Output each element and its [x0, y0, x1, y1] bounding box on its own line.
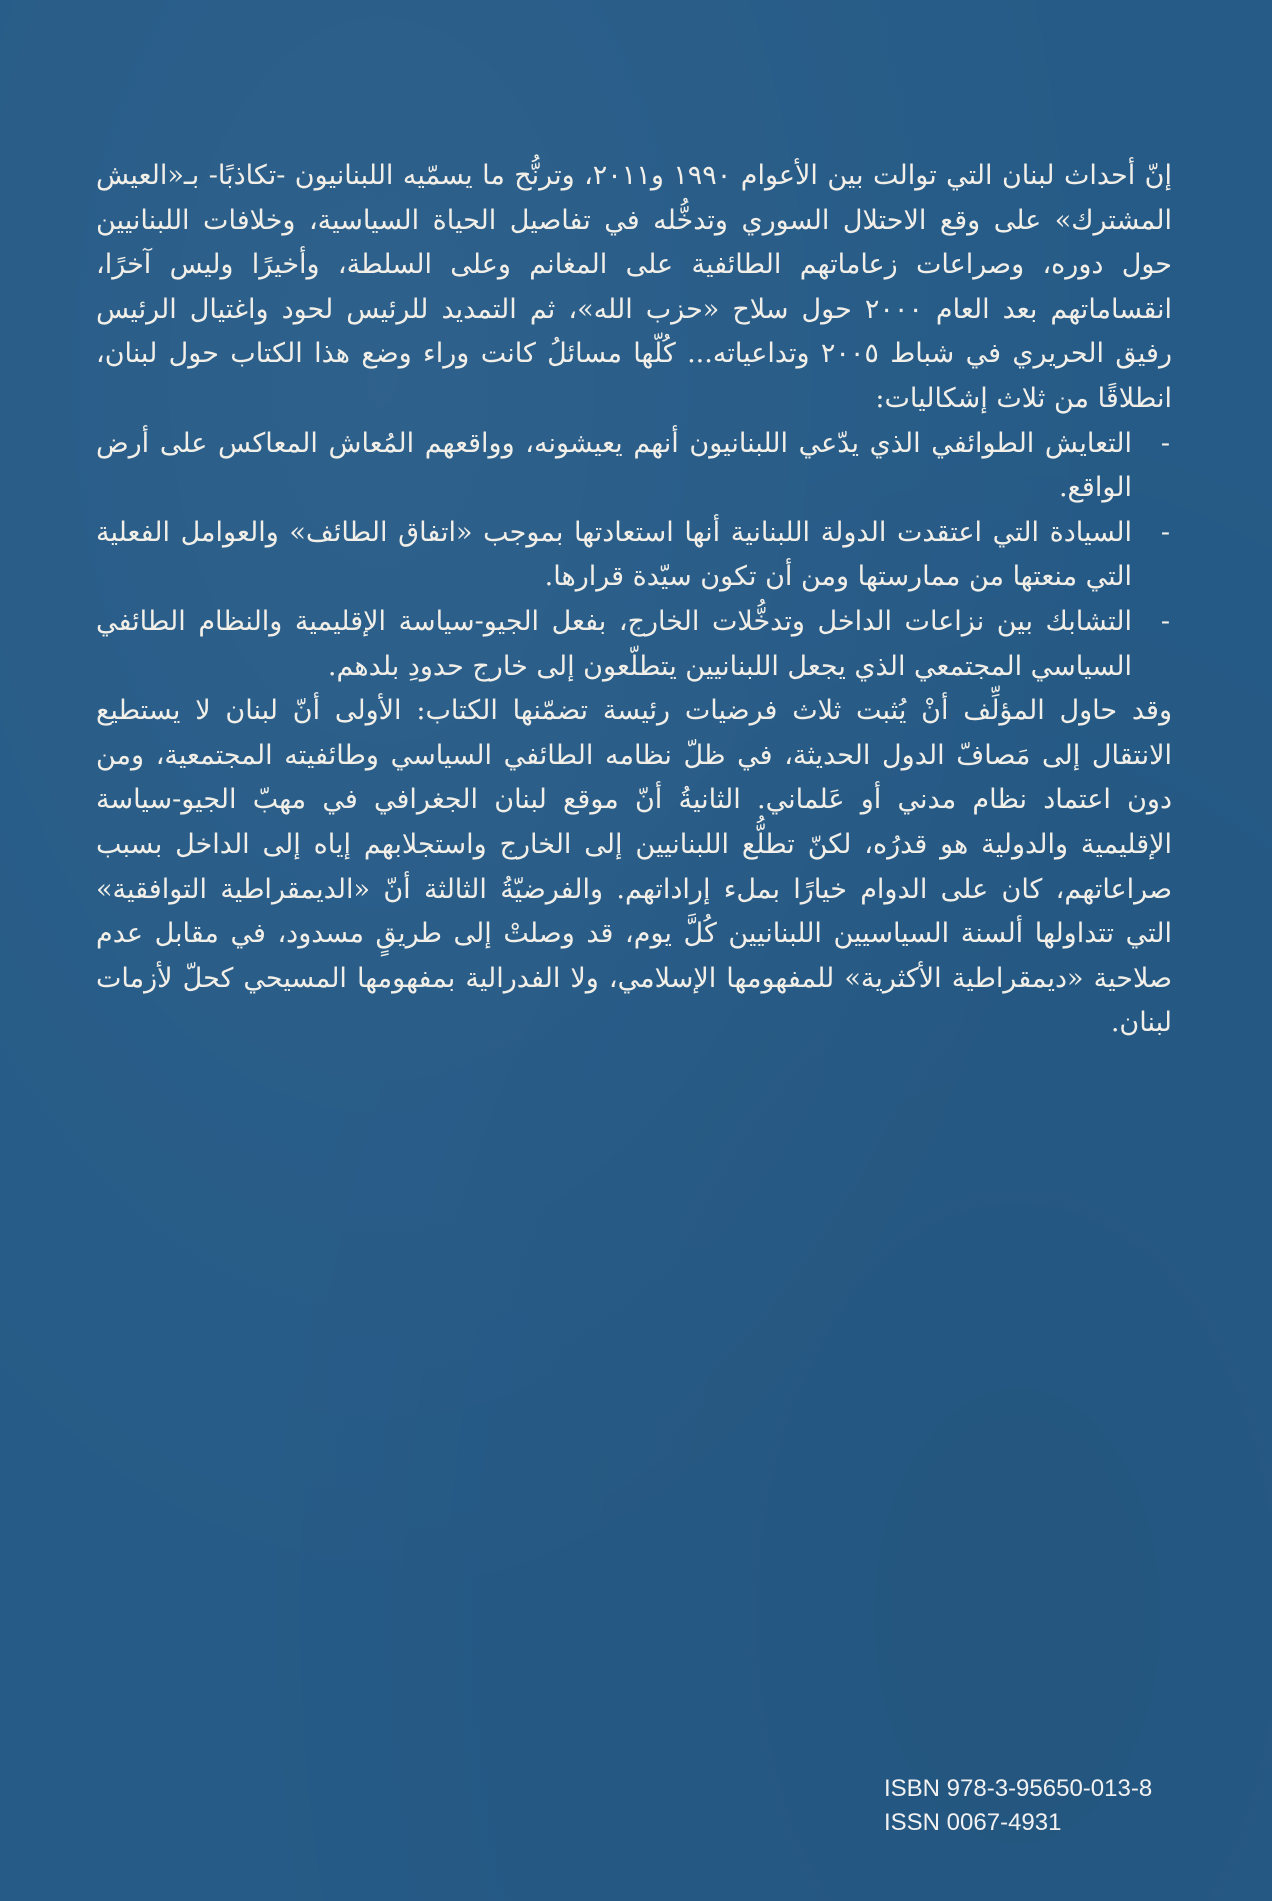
list-item [96, 511, 1172, 600]
blurb-text [96, 154, 1172, 1046]
list-item [96, 600, 1172, 689]
bullet-dash: - [1160, 427, 1170, 459]
issn-number: ISSN 0067-4931 [884, 1809, 1062, 1836]
identifiers [884, 1772, 1152, 1840]
bullet-dash: - [1160, 516, 1170, 548]
problem-text: التعايش الطوائفي الذي يدّعي اللبنانيون أنهم يعيشونه، وواقعهم المُعاش المعاكس على أرض الواقع. [96, 427, 1132, 504]
problems-list [96, 422, 1172, 690]
isbn-number: ISBN 978-3-95650-013-8 [884, 1775, 1153, 1802]
intro-paragraph: إنّ أحداث لبنان التي توالت بين الأعوام ١٩٩٠ و٢٠١١، وترنُّح ما يسمّيه اللبنانيون -تكاذبًا- بـ«العيش المشترك» على وقع الاحتلال السوري وتدخُّله في تفاصيل الحياة السياسية، وخلافات اللبنانيين حول دوره، وصراعات زعاماتهم الطائفية على المغانم وعلى السلطة، وأخيرًا وليس آخرًا، انقساماتهم بعد العام ٢٠٠٠ حول سلاح «حزب الله»، ثم التمديد للرئيس لحود واغتيال الرئيس رفيق الحريري في شباط ٢٠٠٥ وتداعياته... كُلّها مسائلُ كانت وراء وضع هذا الكتاب حول لبنان، انطلاقًا من ثلاث إشكاليات: [96, 160, 1173, 414]
list-item [96, 422, 1172, 511]
problem-text: التشابك بين نزاعات الداخل وتدخُّلات الخارج، بفعل الجيو-سياسة الإقليمية والنظام الطائفي السياسي المجتمعي الذي يجعل اللبنانيين يتطلّعون إلى خارج حدودِ بلدهم. [96, 605, 1132, 682]
bullet-dash: - [1160, 605, 1170, 637]
problem-text: السيادة التي اعتقدت الدولة اللبنانية أنها استعادتها بموجب «اتفاق الطائف» والعوامل الفعلية التي منعتها من ممارستها ومن أن تكون سيّدة قرارها. [96, 516, 1132, 593]
hypotheses-paragraph: وقد حاول المؤلِّف أنْ يُثبت ثلاث فرضيات رئيسة تضمّنها الكتاب: الأولى أنّ لبنان لا يستطيع الانتقال إلى مَصافّ الدول الحديثة، في ظلّ نظامه الطائفي السياسي وطائفيته المجتمعية، ومن دون اعتماد نظام مدني أو عَلماني. الثانيةُ أنّ موقع لبنان الجغرافي في مهبّ الجيو-سياسة الإقليمية والدولية هو قدرُه، لكنّ تطلُّع اللبنانيين إلى الخارج واستجلابهم إياه إلى الداخل بسبب صراعاتهم، كان على الدوام خيارًا بملء إراداتهم. والفرضيّةُ الثالثة أنّ «الديمقراطية التوافقية» التي تتداولها ألسنة السياسيين اللبنانيين كُلَّ يوم، قد وصلتْ إلى طريقٍ مسدود، في مقابل عدم صلاحية «ديمقراطية الأكثرية» للمفهومها الإسلامي، ولا الفدرالية بمفهومها المسيحي كحلّ لأزمات لبنان. [96, 695, 1173, 1039]
